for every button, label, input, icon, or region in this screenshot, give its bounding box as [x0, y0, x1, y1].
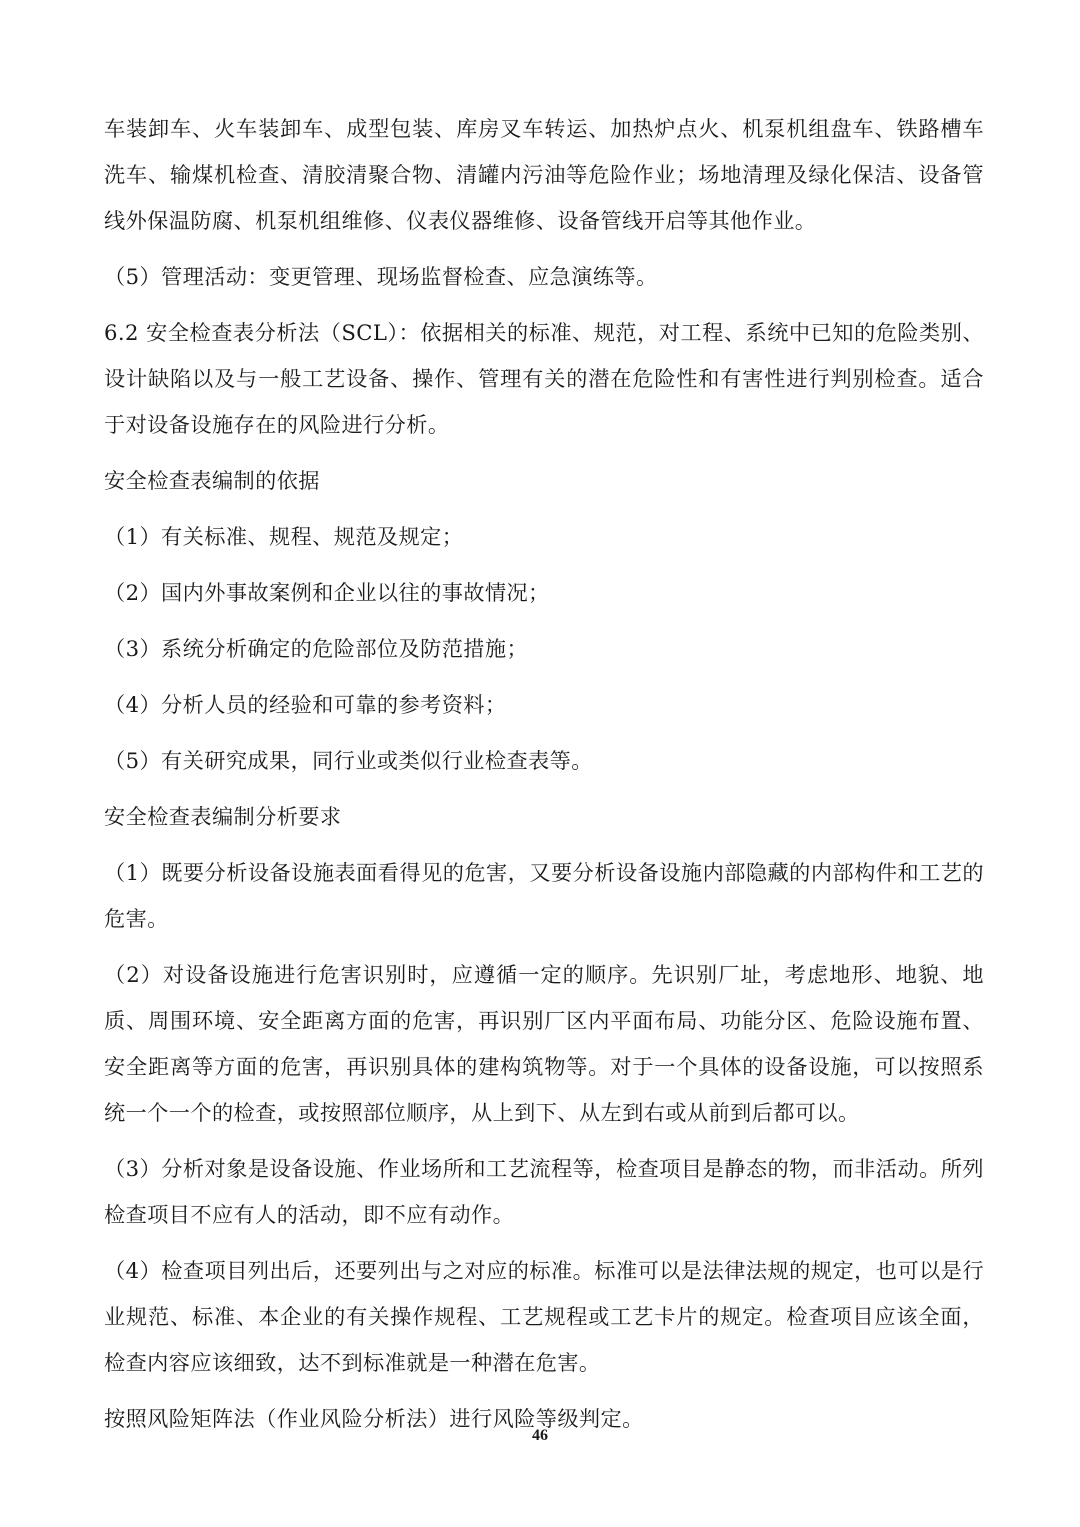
list-item-requirement-3: （3）分析对象是设备设施、作业场所和工艺流程等，检查项目是静态的物，而非活动。所列检查项目不应有人的活动，即不应有动作。	[104, 1156, 984, 1227]
heading-checklist-requirements: 安全检查表编制分析要求	[104, 804, 342, 829]
list-item-basis-4: （4）分析人员的经验和可靠的参考资料；	[104, 692, 507, 717]
list-item-basis-1: （1）有关标准、规程、规范及规定；	[104, 524, 464, 549]
paragraph-continued-operations: 车装卸车、火车装卸车、成型包装、库房叉车转运、加热炉点火、机泵机组盘车、铁路槽车洗车、输煤机检查、清胶清聚合物、清罐内污油等危险作业；场地清理及绿化保洁、设备管线外保温防腐、机泵机组维修、仪表仪器维修、设备管线开启等其他作业。	[104, 116, 984, 233]
page-body	[104, 106, 984, 1452]
paragraph-management-activities: （5）管理活动：变更管理、现场监督检查、应急演练等。	[104, 264, 658, 289]
list-item-basis-5: （5）有关研究成果，同行业或类似行业检查表等。	[104, 748, 593, 773]
heading-checklist-basis: 安全检查表编制的依据	[104, 468, 320, 493]
list-item-requirement-4: （4）检查项目列出后，还要列出与之对应的标准。标准可以是法律法规的规定，也可以是行业规范、标准、本企业的有关操作规程、工艺规程或工艺卡片的规定。检查项目应该全面，检查内容应该细致，达不到标准就是一种潜在危害。	[104, 1258, 984, 1375]
list-item-basis-2: （2）国内外事故案例和企业以往的事故情况；	[104, 580, 550, 605]
list-item-requirement-2: （2）对设备设施进行危害识别时，应遵循一定的顺序。先识别厂址，考虑地形、地貌、地质、周围环境、安全距离方面的危害，再识别厂区内平面布局、功能分区、危险设施布置、安全距离等方面的危害，再识别具体的建构筑物等。对于一个具体的设备设施，可以按照系统一个一个的检查，或按照部位顺序，从上到下、从左到右或从前到后都可以。	[104, 962, 984, 1125]
paragraph-risk-matrix: 按照风险矩阵法（作业风险分析法）进行风险等级判定。	[104, 1406, 644, 1431]
paragraph-scl-method: 6.2 安全检查表分析法（SCL）：依据相关的标准、规范，对工程、系统中已知的危险类别、设计缺陷以及与一般工艺设备、操作、管理有关的潜在危险性和有害性进行判别检查。适合于对设备设施存在的风险进行分析。	[104, 320, 984, 437]
list-item-requirement-1: （1）既要分析设备设施表面看得见的危害，又要分析设备设施内部隐藏的内部构件和工艺的危害。	[104, 860, 984, 931]
page-number: 46	[532, 1427, 548, 1444]
list-item-basis-3: （3）系统分析确定的危险部位及防范措施；	[104, 636, 529, 661]
